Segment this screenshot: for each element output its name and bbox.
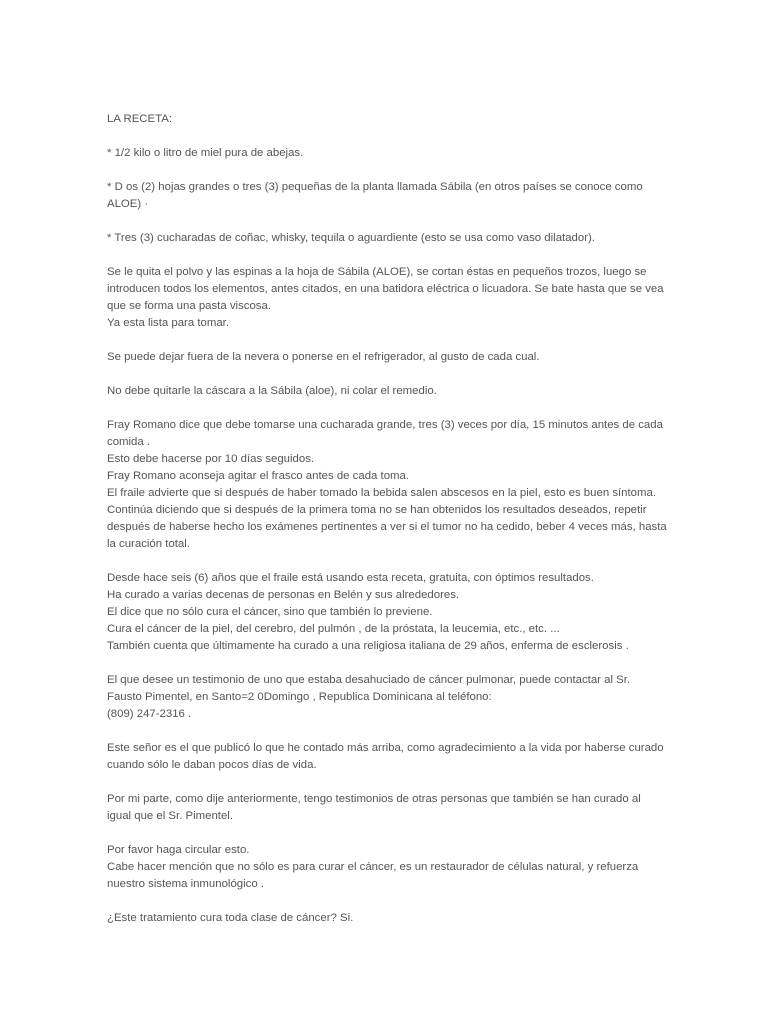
text-line: Continúa diciendo que si después de la primera toma no se han obtenidos los resultados deseados, repetir <box>107 504 647 516</box>
text-line: Fray Romano dice que debe tomarse una cucharada grande, tres (3) veces por día, 15 minutos antes de cada <box>107 419 663 431</box>
text-line: Por favor haga circular esto. <box>107 844 250 856</box>
paragraph <box>107 570 667 655</box>
paragraph <box>107 349 667 366</box>
paragraph <box>107 230 667 247</box>
text-line: También cuenta que últimamente ha curado a una religiosa italiana de 29 años, enferma de esclerosis . <box>107 640 629 652</box>
text-line: introducen todos los elementos, antes citados, en una batidora eléctrica o licuadora. Se bate hasta que se vea <box>107 283 664 295</box>
paragraph <box>107 111 667 128</box>
text-line: cuando sólo le daban pocos días de vida. <box>107 759 317 771</box>
text-line: Por mi parte, como dije anteriormente, tengo testimonios de otras personas que también se han curado al <box>107 793 641 805</box>
document-body <box>107 111 667 944</box>
paragraph <box>107 417 667 553</box>
text-line: Se puede dejar fuera de la nevera o ponerse en el refrigerador, al gusto de cada cual. <box>107 351 540 363</box>
text-line: igual que el Sr. Pimentel. <box>107 810 234 822</box>
paragraph <box>107 264 667 332</box>
text-line: ¿Este tratamiento cura toda clase de cáncer? Si. <box>107 912 354 924</box>
text-line: Cura el cáncer de la piel, del cerebro, del pulmón , de la próstata, la leucemia, etc., etc. ... <box>107 623 560 635</box>
paragraph <box>107 145 667 162</box>
text-line: ALOE) · <box>107 198 149 210</box>
text-line: (809) 247-2316 . <box>107 708 192 720</box>
text-line: que se forma una pasta viscosa. <box>107 300 271 312</box>
text-line: después de haberse hecho los exámenes pertinentes a ver si el tumor no ha cedido, beber 4 veces más, hasta <box>107 521 667 533</box>
text-line: El que desee un testimonio de uno que estaba desahuciado de cáncer pulmonar, puede contactar al Sr. <box>107 674 631 686</box>
text-line: Se le quita el polvo y las espinas a la hoja de Sábila (ALOE), se cortan éstas en pequeños trozos, luego se <box>107 266 647 278</box>
paragraph <box>107 910 667 927</box>
text-line: Cabe hacer mención que no sólo es para curar el cáncer, es un restaurador de células natural, y refuerza <box>107 861 639 873</box>
paragraph <box>107 179 667 213</box>
text-line: * Tres (3) cucharadas de coñac, whisky, tequila o aguardiente (esto se usa como vaso dilatador). <box>107 232 595 244</box>
paragraph <box>107 740 667 774</box>
text-line: la curación total. <box>107 538 190 550</box>
text-line: nuestro sistema inmunológico . <box>107 878 265 890</box>
paragraph <box>107 383 667 400</box>
text-line: comida . <box>107 436 151 448</box>
paragraph <box>107 842 667 893</box>
text-line: El fraile advierte que si después de haber tomado la bebida salen abscesos en la piel, esto es buen síntoma. <box>107 487 656 499</box>
paragraph <box>107 672 667 723</box>
paragraph <box>107 791 667 825</box>
text-line: Fray Romano aconseja agitar el frasco antes de cada toma. <box>107 470 410 482</box>
text-line: Esto debe hacerse por 10 días seguidos. <box>107 453 315 465</box>
text-line: Fausto Pimentel, en Santo=2 0Domingo , Republica Dominicana al teléfono: <box>107 691 492 703</box>
text-line: El dice que no sólo cura el cáncer, sino que también lo previene. <box>107 606 433 618</box>
text-line: * 1/2 kilo o litro de miel pura de abejas. <box>107 147 304 159</box>
text-line: Ha curado a varias decenas de personas en Belén y sus alrededores. <box>107 589 460 601</box>
text-line: LA RECETA: <box>107 113 172 125</box>
text-line: No debe quitarle la cáscara a la Sábila (aloe), ni colar el remedio. <box>107 385 437 397</box>
text-line: Ya esta lista para tomar. <box>107 317 229 329</box>
text-line: Desde hace seis (6) años que el fraile está usando esta receta, gratuita, con óptimos resultados. <box>107 572 594 584</box>
text-line: Este señor es el que publicó lo que he contado más arriba, como agradecimiento a la vida por haberse curado <box>107 742 664 754</box>
text-line: * D os (2) hojas grandes o tres (3) pequeñas de la planta llamada Sábila (en otros países se conoce como <box>107 181 643 193</box>
